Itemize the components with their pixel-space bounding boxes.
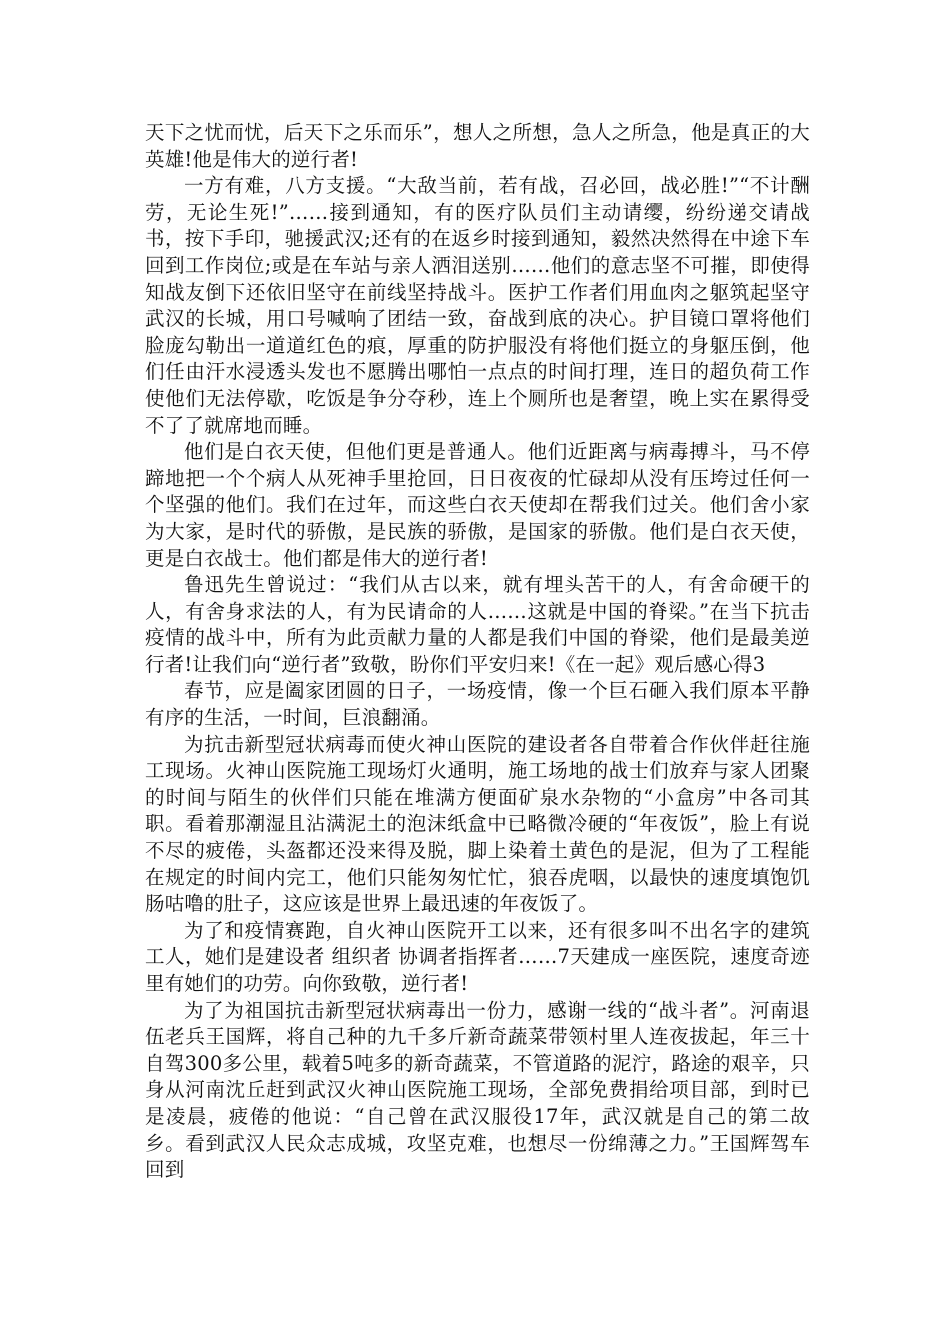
paragraph-3: 他们是白衣天使，但他们更是普通人。他们近距离与病毒搏斗，马不停蹄地把一个个病人从死神手里抢回，日日夜夜的忙碌却从没有压垮过任何一个坚强的他们。我们在过年，而这些白衣天使却在帮我们过关。他们舍小家为大家，是时代的骄傲，是民族的骄傲，是国家的骄傲。他们是白衣天使，更是白衣战士。他们都是伟大的逆行者! [145, 440, 810, 570]
paragraph-6: 为抗击新型冠状病毒而使火神山医院的建设者各自带着合作伙伴赶往施工现场。火神山医院施工现场灯火通明，施工场地的战士们放弃与家人团聚的时间与陌生的伙伴们只能在堆满方便面矿泉水杂物的“小盒房”中各司其职。看着那潮湿且沾满泥土的泡沫纸盒中已略微冷硬的“年夜饭”，脸上有说不尽的疲倦，头盔都还没来得及脱，脚上染着土黄色的是泥，但为了工程能在规定的时间内完工，他们只能匆匆忙忙，狼吞虎咽，以最快的速度填饱饥肠咕噜的肚子，这应该是世界上最迅速的年夜饭了。 [145, 732, 810, 916]
paragraph-4: 鲁迅先生曾说过：“我们从古以来，就有埋头苦干的人，有舍命硬干的人，有舍身求法的人，有为民请命的人……这就是中国的脊梁。”在当下抗击疫情的战斗中，所有为此贡献力量的人都是我们中国的脊梁，他们是最美逆行者!让我们向“逆行者”致敬，盼你们平安归来!《在一起》观后感心得3 [145, 573, 810, 676]
paragraph-1: 天下之忧而忧，后天下之乐而乐”，想人之所想，急人之所急，他是真正的大英雄!他是伟大的逆行者! [145, 121, 810, 171]
paragraph-8: 为了为祖国抗击新型冠状病毒出一份力，感谢一线的“战斗者”。河南退伍老兵王国辉，将自己种的九千多斤新奇蔬菜带领村里人连夜拔起，年三十自驾300多公里，载着5吨多的新奇蔬菜，不管道路的泥泞，路途的艰辛，只身从河南沈丘赶到武汉火神山医院施工现场，全部免费捐给项目部，到时已是凌晨，疲倦的他说：“自己曾在武汉服役17年，武汉就是自己的第二故乡。看到武汉人民众志成城，攻坚克难，也想尽一份绵薄之力。”王国辉驾车回到 [145, 998, 810, 1182]
paragraph-7: 为了和疫情赛跑，自火神山医院开工以来，还有很多叫不出名字的建筑工人，她们是建设者 组织者 协调者指挥者……7天建成一座医院，速度奇迹里有她们的功劳。向你致敬，逆行者! [145, 918, 810, 995]
paragraph-2: 一方有难，八方支援。“大敌当前，若有战，召必回，战必胜!”“不计酬劳，无论生死!”……接到通知，有的医疗队员们主动请缨，纷纷递交请战书，按下手印，驰援武汉;还有的在返乡时接到通知，毅然决然得在中途下车回到工作岗位;或是在车站与亲人洒泪送别……他们的意志坚不可摧，即使得知战友倒下还依旧坚守在前线坚持战斗。医护工作者们用血肉之躯筑起坚守武汉的长城，用口号喊响了团结一致，奋战到底的决心。护目镜口罩将他们脸庞勾勒出一道道红色的痕，厚重的防护服没有将他们挺立的身躯压倒，他们任由汗水浸透头发也不愿腾出哪怕一点点的时间打理，连日的超负荷工作使他们无法停歇，吃饭是争分夺秒，连上个厕所也是奢望，晚上实在累得受不了了就席地而睡。 [145, 174, 810, 437]
document-body [145, 120, 810, 1184]
paragraph-5: 春节，应是阖家团圆的日子，一场疫情，像一个巨石砸入我们原本平静有序的生活，一时间，巨浪翻涌。 [145, 679, 810, 730]
